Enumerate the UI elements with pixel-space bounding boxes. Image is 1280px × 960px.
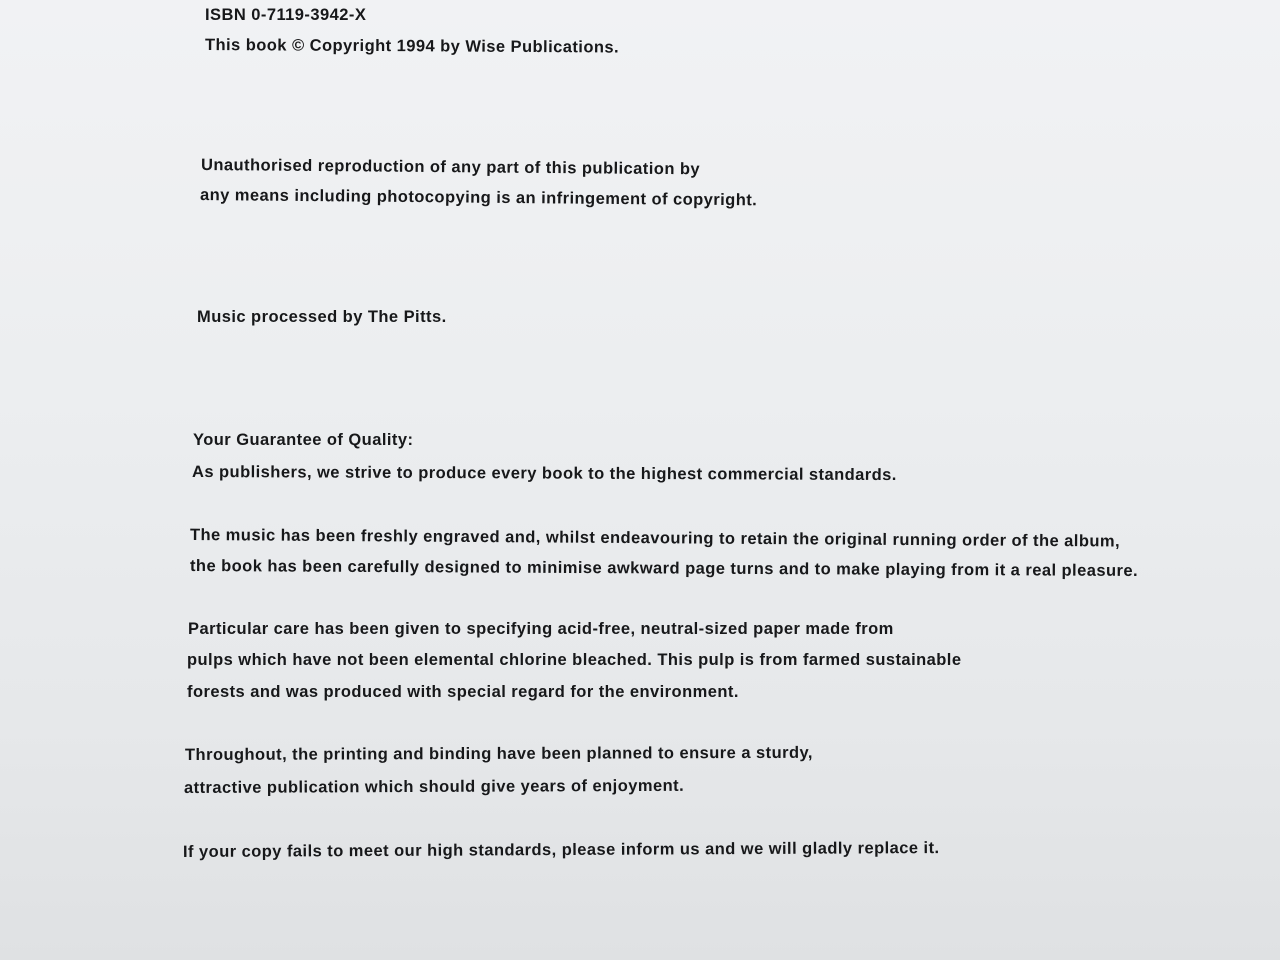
guarantee-paragraph-2-line-1: The music has been freshly engraved and, whilst endeavouring to retain the original running order of the album, xyxy=(189,526,1121,551)
copyright-line: This book © Copyright 1994 by Wise Publications. xyxy=(204,36,620,57)
reproduction-notice-line-2: any means including photocopying is an infringement of copyright. xyxy=(199,186,758,210)
music-credit-line: Music processed by The Pitts. xyxy=(197,308,447,326)
guarantee-paragraph-1: As publishers, we strive to produce every book to the highest commercial standards. xyxy=(191,463,897,485)
guarantee-paragraph-4-line-1: Throughout, the printing and binding have been planned to ensure a sturdy, xyxy=(184,743,813,764)
isbn-line: ISBN 0-7119-3942-X xyxy=(205,6,367,24)
guarantee-paragraph-3-line-2: pulps which have not been elemental chlorine bleached. This pulp is from farmed sustainable xyxy=(187,651,962,669)
guarantee-paragraph-5: If your copy fails to meet our high standards, please inform us and we will gladly replace it. xyxy=(182,839,940,861)
guarantee-paragraph-4-line-2: attractive publication which should give years of enjoyment. xyxy=(183,776,685,797)
guarantee-heading: Your Guarantee of Quality: xyxy=(193,431,414,449)
guarantee-paragraph-2-line-2: the book has been carefully designed to minimise awkward page turns and to make playing from it a real pleasure. xyxy=(189,557,1139,580)
guarantee-paragraph-3-line-3: forests and was produced with special regard for the environment. xyxy=(187,683,739,701)
guarantee-paragraph-3-line-1: Particular care has been given to specifying acid-free, neutral-sized paper made from xyxy=(188,620,894,638)
reproduction-notice-line-1: Unauthorised reproduction of any part of this publication by xyxy=(200,156,701,179)
